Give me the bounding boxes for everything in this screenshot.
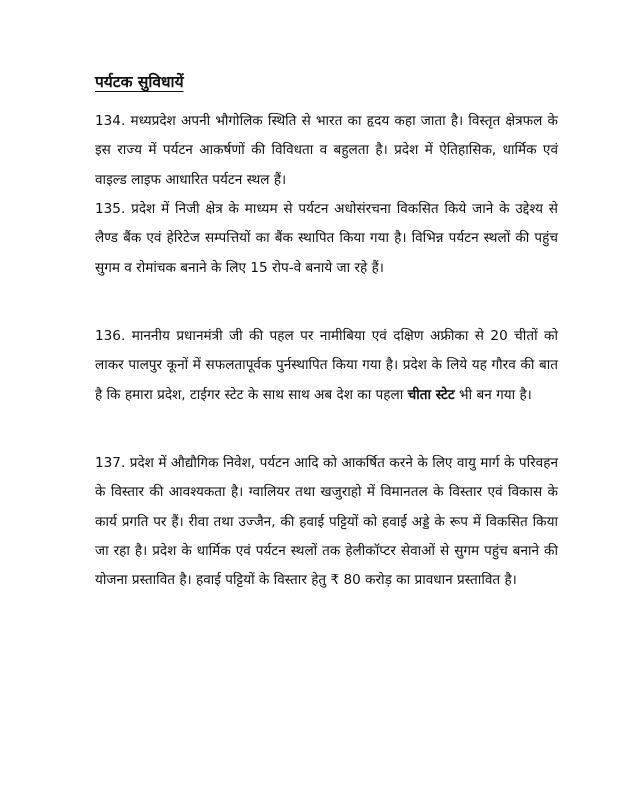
paragraph-text: प्रदेश में औद्यौगिक निवेश, पर्यटन आदि को आकर्षित करने के लिए वायु मार्ग के परिवहन के विस्तार की आवश्यकता है। ग्वालियर तथा खजुराहो में विमानतल के विस्तार एवं विकास के कार्य प्रगति पर हैं। रीवा तथा उज्जैन, की हवाई पट्टियों को हवाई अड्डे के रूप में विकसित किया जा रहा है। प्रदेश के धार्मिक एवं पर्यटन स्थलों तक हेलीकॉप्टर सेवाओं से सुगम पहुंच बनाने की योजना प्रस्तावित है। हवाई पट्टियों के विस्तार हेतु ₹ 80 करोड़ का प्रावधान प्रस्तावित है। <box>95 455 558 589</box>
paragraph-135 <box>95 195 558 283</box>
paragraph-number: 137. <box>95 455 126 471</box>
paragraph-number: 134. <box>95 113 126 129</box>
paragraph-number: 136. <box>95 328 126 344</box>
paragraph-text: मध्यप्रदेश अपनी भौगोलिक स्थिति से भारत का हृदय कहा जाता है। विस्तृत क्षेत्रफल के इस राज्य में पर्यटन आकर्षणों की विविधता व बहुलता है। प्रदेश में ऐतिहासिक, धार्मिक एवं वाइल्ड लाइफ आधारित पर्यटन स्थल हैं। <box>95 113 558 188</box>
paragraph-number: 135. <box>95 201 126 217</box>
paragraph-137 <box>95 449 558 595</box>
section-heading: पर्यटक सुविधायें <box>95 73 184 91</box>
paragraph-text: प्रदेश में निजी क्षेत्र के माध्यम से पर्यटन अधोसंरचना विकसित किये जाने के उद्देश्य से लैण्ड बैंक एवं हेरिटेज सम्पत्तियों का बैंक स्थापित किया गया है। विभिन्न पर्यटन स्थलों की पहुंच सुगम व रोमांचक बनाने के लिए 15 रोप-वे बनाये जा रहे हैं। <box>95 201 559 276</box>
paragraph-136 <box>95 322 558 410</box>
paragraph-text: माननीय प्रधानमंत्री जी की पहल पर नामीबिया एवं दक्षिण अफ्रीका से 20 चीतों को लाकर पालपुर कूनों में सफलतापूर्वक पुर्नस्थापित किया गया है। प्रदेश के लिये यह गौरव की बात है कि हमारा प्रदेश, टाईगर स्टेट के साथ साथ अब देश का पहला <box>95 328 558 403</box>
cheetah-state-emphasis: चीता स्टेट <box>407 386 455 403</box>
paragraph-text-end: भी बन गया है। <box>459 386 532 403</box>
paragraph-134 <box>95 107 558 195</box>
